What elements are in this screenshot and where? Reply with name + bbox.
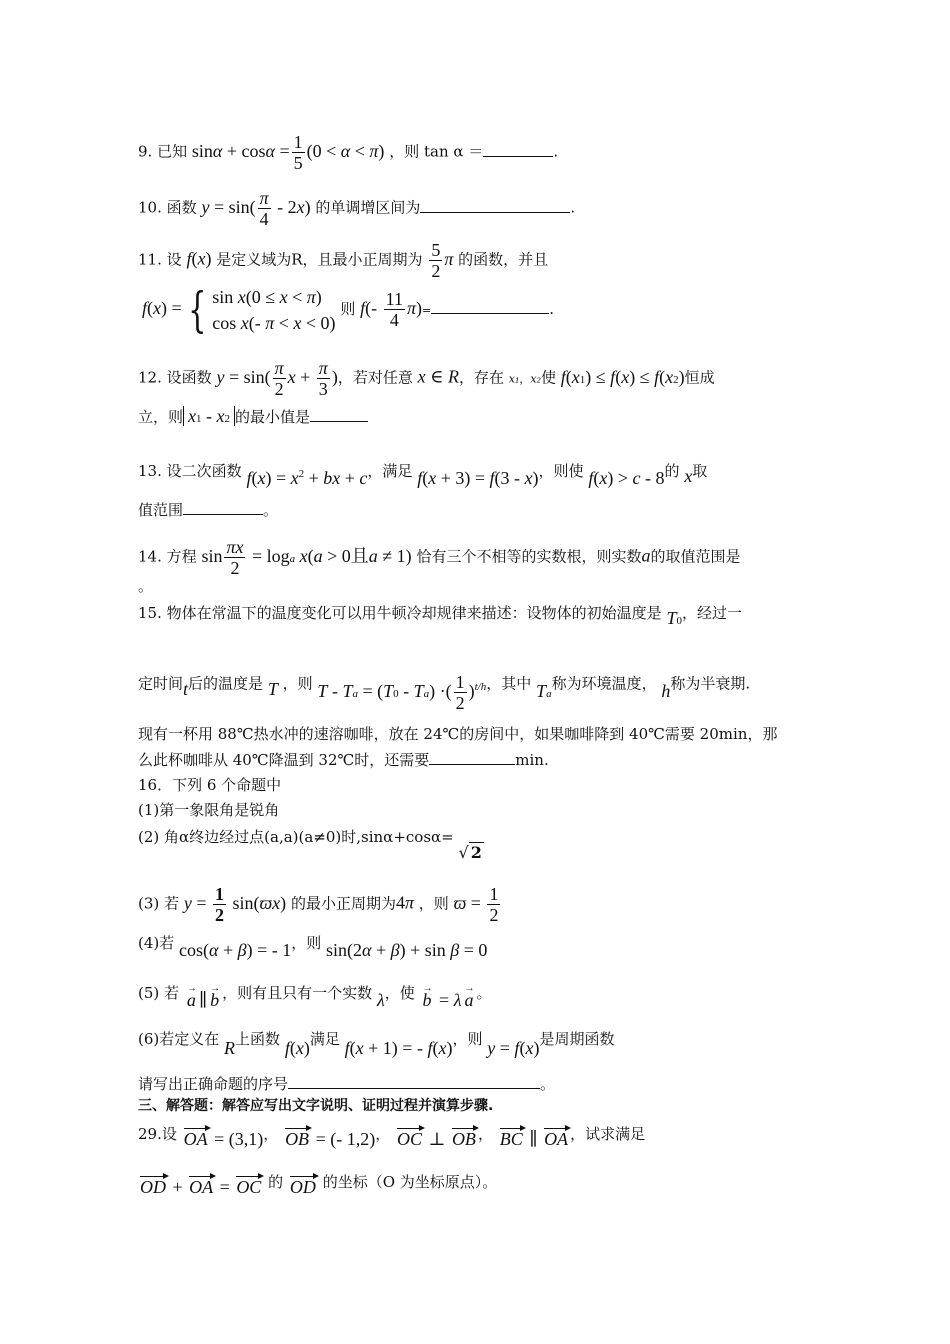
question-number: 14.	[138, 547, 162, 566]
question-12: 12. 设函数 y = sin( $\frac{\pi}{2}$ x + $\frac{\pi}{3}$ )，若对任意 x ∈ R，存在 x₁，x₂使 f(x1) ≤ f(x) ≤ f(x2)恒成	[138, 358, 715, 399]
proposition-6: (6)若定义在 R上函数 f(x)满足 f(x + 1) = - f(x)，则 y = f(x)是周期函数	[138, 1030, 615, 1058]
question-number: 9.	[138, 142, 153, 161]
proposition-5: (5) 若 → a ∥→ b ，则有且只有一个实数 λ，使 → b = λ→ a 。	[138, 982, 492, 1003]
answer-blank[interactable]	[288, 1074, 540, 1089]
question-29: 29.设 OA = (3,1)， OB = (- 1,2)， OC ⊥ OB ， BC ∥ OA ，试求满足	[138, 1125, 646, 1149]
question-29-cont: OD + OA = OC 的 OD 的坐标（O 为坐标原点）。	[140, 1173, 498, 1197]
question-15-line4: 么此杯咖啡从 40℃降温到 32℃时，还需要 min.	[138, 751, 549, 769]
question-number: 12.	[138, 368, 162, 387]
question-number: 29.设	[138, 1125, 177, 1143]
question-13: 13. 设二次函数 $f(x) = x^2$ + bx + c，满足 f(x + 3) = f(3 - x)，则使 f(x) > c - 8的 x取	[138, 462, 708, 488]
question-12-cont: 立，则 x1 - x2 的最小值是	[138, 406, 368, 429]
answer-blank[interactable]	[183, 500, 263, 515]
answer-blank[interactable]	[483, 142, 553, 157]
formula: f(x) =	[142, 298, 182, 318]
answer-blank[interactable]	[431, 305, 549, 314]
formula: sinα + cosα = $\frac{1}{5}$ (0 < α < π)	[191, 132, 385, 173]
answer-blank[interactable]	[310, 407, 368, 422]
question-14-cont: 。	[138, 577, 154, 595]
answer-blank[interactable]	[429, 750, 515, 765]
proposition-1: (1)第一象限角是锐角	[138, 801, 280, 819]
question-16-title: 16．下列 6 个命题中	[138, 776, 282, 794]
question-number: 15.	[138, 604, 162, 622]
question-15-line3: 现有一杯用 88℃热水冲的速溶咖啡，放在 24℃的房间中，如果咖啡降到 40℃需要 20min，那	[138, 725, 778, 743]
question-11: 11. 设 f(x) 是定义域为R，且最小正周期为 $\frac{5}{2}$ π 的函数，并且	[138, 240, 549, 281]
question-15-line2: 定时间t后的温度是 T ，则 T - Ta = (T0 - Ta) ·( $\frac{1}{2}$ )$^{t/h}$，其中 Ta称为环境温度， h称为半衰期.	[138, 672, 751, 713]
question-14: 14. 方程 sin $\frac{\pi x}{2}$ = loga x(a > 0且a ≠ 1) 恰有三个不相等的实数根，则实数a的取值范围是	[138, 537, 741, 578]
question-13-cont: 值范围 。	[138, 501, 279, 519]
question-16-answer: 请写出正确命题的序号 。	[138, 1075, 556, 1093]
proposition-2: (2) 角α终边经过点(a,a)(a≠0)时,sinα+cosα= √ 2	[138, 828, 482, 862]
proposition-4: (4)若 cos(α + β) = - 1，则 sin(2α + β) + sin β = 0	[138, 934, 488, 960]
proposition-3: (3) 若 y = $\frac{1}{2}$ sin(ϖx) 的最小正周期为4π ，则 ϖ = $\frac{1}{2}$	[138, 884, 499, 925]
question-number: 10.	[138, 198, 162, 217]
question-15: 15. 物体在常温下的温度变化可以用牛顿冷却规律来描述：设物体的初始温度是 T0，经过一	[138, 604, 742, 628]
question-number: 13.	[138, 462, 162, 480]
formula: y = sin( $\frac{\pi}{4}$ - 2x)	[201, 188, 311, 229]
question-11-piecewise: f(x) = { sin x(0 ≤ x < π) cos x(- π < x < 0) 则 f(- $\frac{11}{4}$ π)= .	[142, 282, 555, 338]
question-10: 10. 函数 y = sin( $\frac{\pi}{4}$ - 2x) 的单调增区间为 .	[138, 188, 576, 229]
question-9: 9. 已知 sinα + cosα = $\frac{1}{5}$ (0 < α < π) ，则 tan α ＝ .	[138, 132, 559, 173]
question-number: 11.	[138, 250, 162, 269]
answer-blank[interactable]	[420, 198, 570, 213]
section-heading: 三、解答题：解答应写出文字说明、证明过程并演算步骤.	[138, 1098, 494, 1114]
